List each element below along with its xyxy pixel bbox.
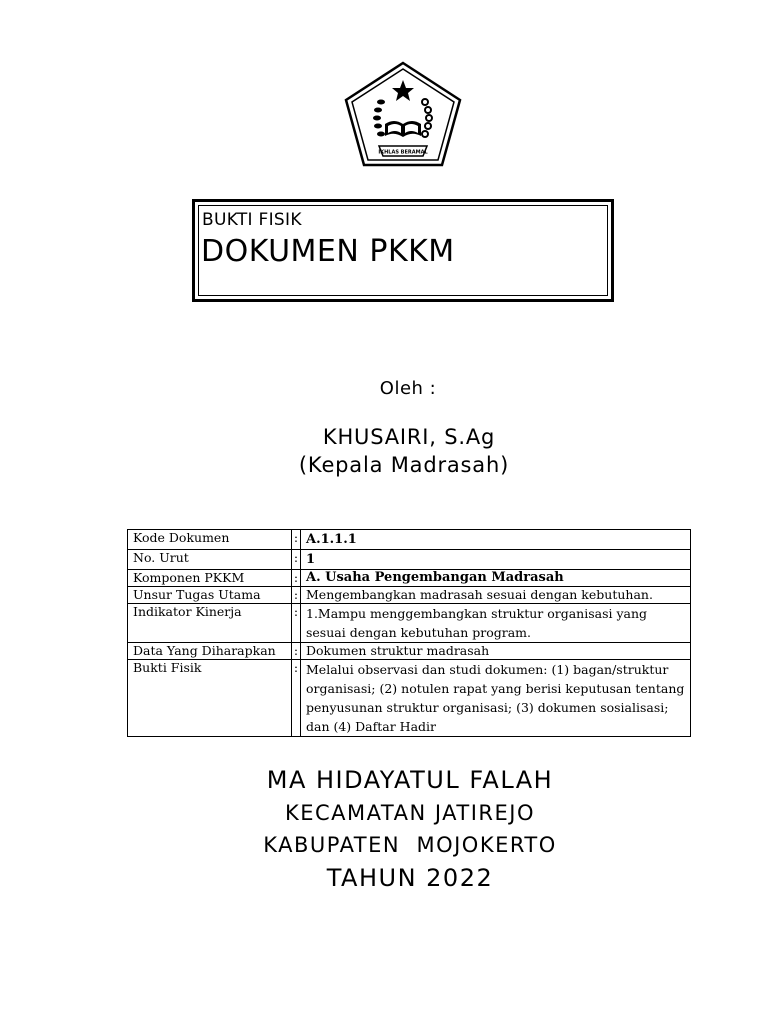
row-separator: : [292, 530, 301, 550]
row-label: No. Urut [128, 550, 292, 570]
row-separator: : [292, 660, 301, 737]
institution-footer [0, 763, 768, 895]
document-info-table [127, 529, 691, 737]
row-separator: : [292, 604, 301, 643]
table-row [128, 604, 691, 643]
row-label: Unsur Tugas Utama [128, 587, 292, 604]
author-role: (Kepala Madrasah) [298, 453, 510, 477]
row-value: A.1.1.1 [301, 530, 691, 550]
district-name: KECAMATAN JATIREJO [284, 801, 536, 825]
row-label: Indikator Kinerja [128, 604, 292, 643]
row-separator: : [292, 550, 301, 570]
row-value: A. Usaha Pengembangan Madrasah [301, 570, 691, 587]
author-name: KHUSAIRI, S.Ag [322, 425, 496, 449]
logo-motto: IKHLAS BERAMAL [378, 149, 428, 156]
document-title: DOKUMEN PKKM [201, 234, 455, 269]
row-separator: : [292, 570, 301, 587]
regency-name: KABUPATEN MOJOKERTO [263, 833, 557, 857]
row-label: Data Yang Diharapkan [128, 643, 292, 660]
table-row [128, 643, 691, 660]
row-label: Bukti Fisik [128, 660, 292, 737]
table-row [128, 587, 691, 604]
row-separator: : [292, 643, 301, 660]
by-label: Oleh : [379, 378, 437, 399]
row-value: 1 [301, 550, 691, 570]
table-row [128, 660, 691, 737]
row-value: Dokumen struktur madrasah [301, 643, 691, 660]
document-year: TAHUN 2022 [326, 864, 494, 892]
row-value: Mengembangkan madrasah sesuai dengan kebutuhan. [301, 587, 691, 604]
table-row [128, 530, 691, 550]
school-name: MA HIDAYATUL FALAH [266, 766, 554, 794]
row-value: 1.Mampu menggembangkan struktur organisasi yang sesuai dengan kebutuhan program. [301, 604, 691, 643]
row-label: Komponen PKKM [128, 570, 292, 587]
title-subheading: BUKTI FISIK [202, 210, 302, 230]
ministry-logo [343, 60, 463, 168]
row-separator: : [292, 587, 301, 604]
table-row [128, 550, 691, 570]
row-label: Kode Dokumen [128, 530, 292, 550]
title-box [192, 199, 614, 302]
table-row [128, 570, 691, 587]
row-value: Melalui observasi dan studi dokumen: (1) bagan/struktur organisasi; (2) notulen rapat yang berisi keputusan tentang penyusunan struktur organisasi; (3) dokumen sosialisasi; dan (4) Daftar Hadir [301, 660, 691, 737]
